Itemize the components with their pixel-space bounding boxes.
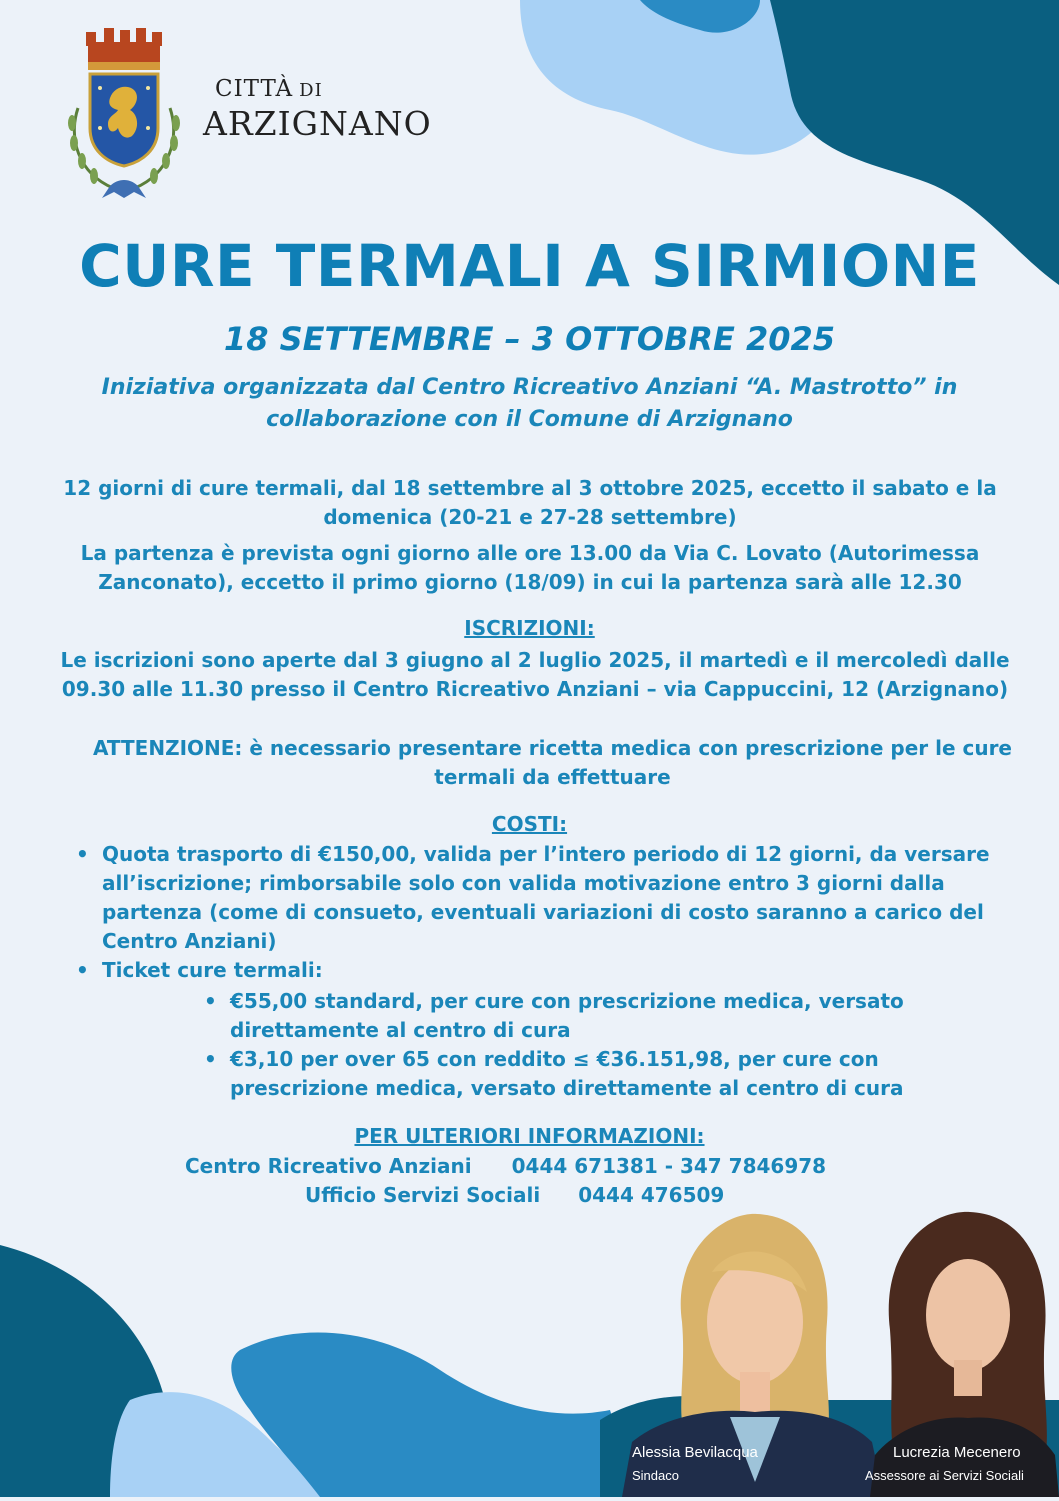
person-role-assessor: Assessore ai Servizi Sociali <box>865 1468 1024 1483</box>
costi-list <box>76 840 1016 985</box>
person-name-assessor: Lucrezia Mecenero <box>893 1444 1021 1461</box>
costi-item-ticket: • Ticket cure termali: <box>76 956 1016 985</box>
ticket-over-65: • €3,10 per over 65 con reddito ≤ €36.151,98, per cure con prescrizione medica, versato direttamente al centro di cura <box>204 1045 1014 1103</box>
page-title: CURE TERMALI A SIRMIONE <box>79 232 980 300</box>
info-label-centro: Centro Ricreativo Anziani <box>185 1154 472 1178</box>
costi-item-transport: • Quota trasporto di €150,00, valida per l’intero periodo di 12 giorni, da versare all’iscrizione; rimborsabile solo con valida motivazione entro 3 giorni dalla partenza (come di consueto, eventuali variazioni di costo saranno a carico del Centro Anziani) <box>76 840 1016 956</box>
info-row-ufficio <box>305 1181 724 1210</box>
event-dates: 18 SETTEMBRE – 3 OTTOBRE 2025 <box>223 320 836 358</box>
intro-paragraph-1: 12 giorni di cure termali, dal 18 settembre al 3 ottobre 2025, eccetto il sabato e la domenica (20-21 e 27-28 settembre) <box>63 476 997 529</box>
ticket-standard: • €55,00 standard, per cure con prescrizione medica, versato direttamente al centro di cura <box>204 987 1014 1045</box>
intro-paragraph-2: La partenza è prevista ogni giorno alle ore 13.00 da Via C. Lovato (Autorimessa Zanconato), eccetto il primo giorno (18/09) in cui la partenza sarà alle 12.30 <box>80 541 980 594</box>
info-row-centro <box>185 1152 826 1181</box>
info-label-ufficio: Ufficio Servizi Sociali <box>305 1183 541 1207</box>
costi-heading: COSTI: <box>491 812 568 836</box>
ticket-sublist <box>204 987 1014 1103</box>
iscrizioni-heading: ISCRIZIONI: <box>464 616 595 640</box>
logo-arzignano: ARZIGNANO <box>203 104 432 143</box>
logo-citta: CITTÀ DI <box>215 76 323 102</box>
person-name-mayor: Alessia Bevilacqua <box>632 1444 758 1461</box>
info-phone-ufficio: 0444 476509 <box>578 1183 725 1207</box>
coat-of-arms-icon <box>58 28 190 200</box>
attenzione-text: ATTENZIONE: è necessario presentare ricetta medica con prescrizione per le cure termali da effettuare <box>93 736 1012 789</box>
iscrizioni-text: Le iscrizioni sono aperte dal 3 giugno al 2 luglio 2025, il martedì e il mercoledì dalle 09.30 alle 11.30 presso il Centro Ricreativo Anziani – via Cappuccini, 12 (Arzignano) <box>60 648 1010 701</box>
person-role-mayor: Sindaco <box>632 1468 679 1483</box>
subtitle: Iniziativa organizzata dal Centro Ricreativo Anziani “A. Mastrotto” in collaborazione con il Comune di Arzignano <box>101 375 958 432</box>
info-heading: PER ULTERIORI INFORMAZIONI: <box>354 1124 705 1148</box>
info-phone-centro: 0444 671381 - 347 7846978 <box>511 1154 827 1178</box>
